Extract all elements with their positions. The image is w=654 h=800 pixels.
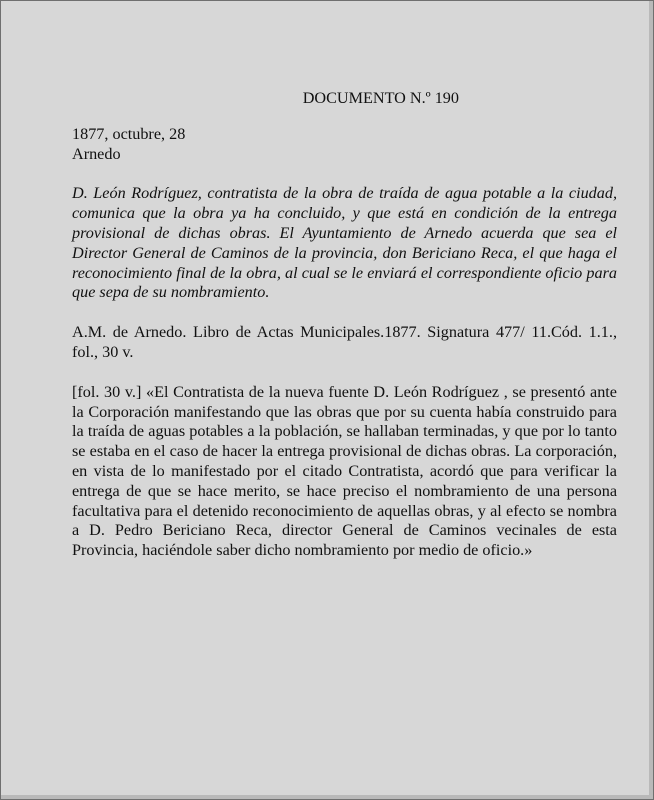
document-summary: D. León Rodríguez, contratista de la obra de traída de agua potable a la ciudad, comunica que la obra ya ha concluido, y que está en condición de la entrega provisional de dichas obras. El Ayuntamiento de Arnedo acuerda que sea el Director General de Caminos de la provincia, don Bericiano Reca, el que haga el reconocimiento final de la obra, al cual se le enviará el correspondiente oficio para que sepa de su nombramiento. (72, 184, 617, 302)
page-bottom-shadow (1, 795, 653, 799)
archival-source: A.M. de Arnedo. Libro de Actas Municipales.1877. Signatura 477/ 11.Cód. 1.1., fol., 30 v. (72, 323, 617, 361)
document-body (72, 89, 617, 561)
page-right-shadow (649, 1, 653, 799)
document-place: Arnedo (72, 144, 121, 163)
document-title: DOCUMENTO N.º 190 (302, 89, 459, 107)
document-transcription: [fol. 30 v.] «El Contratista de la nueva fuente D. León Rodríguez , se presentó ante la Corporación manifestando que las obras que por su cuenta había construido para la traída de aguas potables a la población, se hallaban terminadas, y que por lo tanto se estaba en el caso de hacer la entrega provisional de dichas obras. La corporación, en vista de lo manifestado por el citado Contratista, acordó que para verificar la entrega de que se hace merito, se hace preciso el nombramiento de una persona facultativa para el detenido reconocimiento de aquellas obras, y al efecto se nombra a D. Pedro Bericiano Reca, director General de Caminos vecinales de esta Provincia, haciéndole saber dicho nombramiento por medio de oficio.» (72, 382, 617, 560)
document-date: 1877, octubre, 28 (72, 124, 186, 143)
